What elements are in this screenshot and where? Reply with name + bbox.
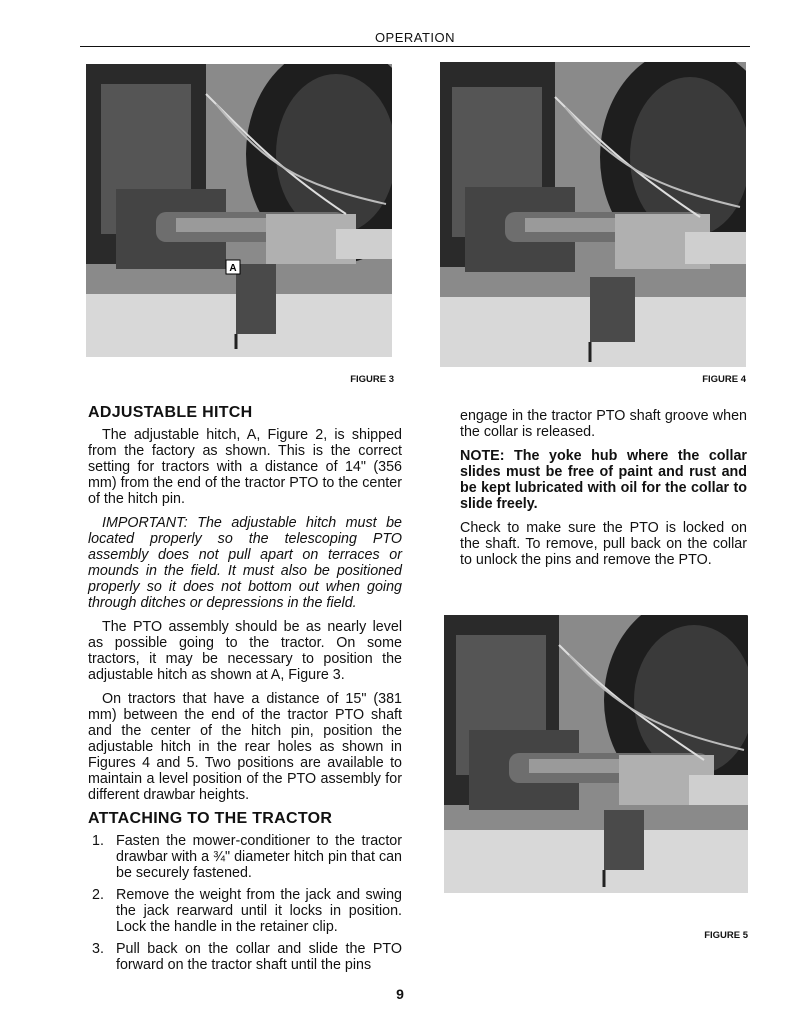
page-number: 9	[396, 986, 404, 1002]
figure-5-photo	[444, 615, 748, 893]
header-rule	[80, 46, 750, 47]
right-column	[460, 408, 747, 576]
list-item: 3. Pull back on the collar and slide the PTO forward on the tractor shaft until the pins	[92, 941, 402, 973]
important-notice: IMPORTANT: The adjustable hitch must be located properly so the telescoping PTO assembly does not pull apart on terraces or mounds in the field. It must also be positioned properly so it does not bottom out when going through ditches or depressions in the field.	[88, 515, 402, 611]
paragraph-hitch-setting: The adjustable hitch, A, Figure 2, is shipped from the factory as shown. This is the correct setting for tractors with a distance of 14" (356 mm) from the end of the tractor PTO to the center of the hitch pin.	[88, 427, 402, 507]
figure-3-caption: FIGURE 3	[350, 374, 394, 385]
figure-4-caption: FIGURE 4	[702, 374, 746, 385]
heading-attaching: ATTACHING TO THE TRACTOR	[88, 810, 333, 827]
note-yoke-hub: NOTE: The yoke hub where the collar slides must be free of paint and rust and be kept lubricated with oil for the collar to slide freely.	[460, 448, 747, 512]
figure-3-photo	[86, 64, 392, 357]
paragraph-pins-engage: engage in the tractor PTO shaft groove when the collar is released.	[460, 408, 747, 440]
list-item: 2. Remove the weight from the jack and swing the jack rearward until it locks in position. Lock the handle in the retainer clip.	[92, 887, 402, 935]
heading-adjustable-hitch: ADJUSTABLE HITCH	[88, 404, 253, 421]
paragraph-rear-holes: On tractors that have a distance of 15" (381 mm) between the end of the tractor PTO shaft and the center of the hitch pin, position the adjustable hitch in the rear holes as shown in Figures 4 and 5. Two positions are available to maintain a level position of the PTO assembly for different drawbar heights.	[88, 691, 402, 803]
paragraph-check-pto: Check to make sure the PTO is locked on the shaft. To remove, pull back on the collar to unlock the pins and remove the PTO.	[460, 520, 747, 568]
figure-4-photo	[440, 62, 746, 367]
left-column	[88, 405, 402, 979]
list-item: 1. Fasten the mower-conditioner to the tractor drawbar with a ¾" diameter hitch pin that can be securely fastened.	[92, 833, 402, 881]
figure-3-marker: A	[229, 263, 237, 274]
section-header: OPERATION	[374, 30, 456, 45]
steps-list	[88, 833, 402, 973]
paragraph-pto-level: The PTO assembly should be as nearly level as possible going to the tractor. On some tractors, it may be necessary to position the adjustable hitch as shown at A, Figure 3.	[88, 619, 402, 683]
figure-5-caption: FIGURE 5	[704, 930, 748, 941]
